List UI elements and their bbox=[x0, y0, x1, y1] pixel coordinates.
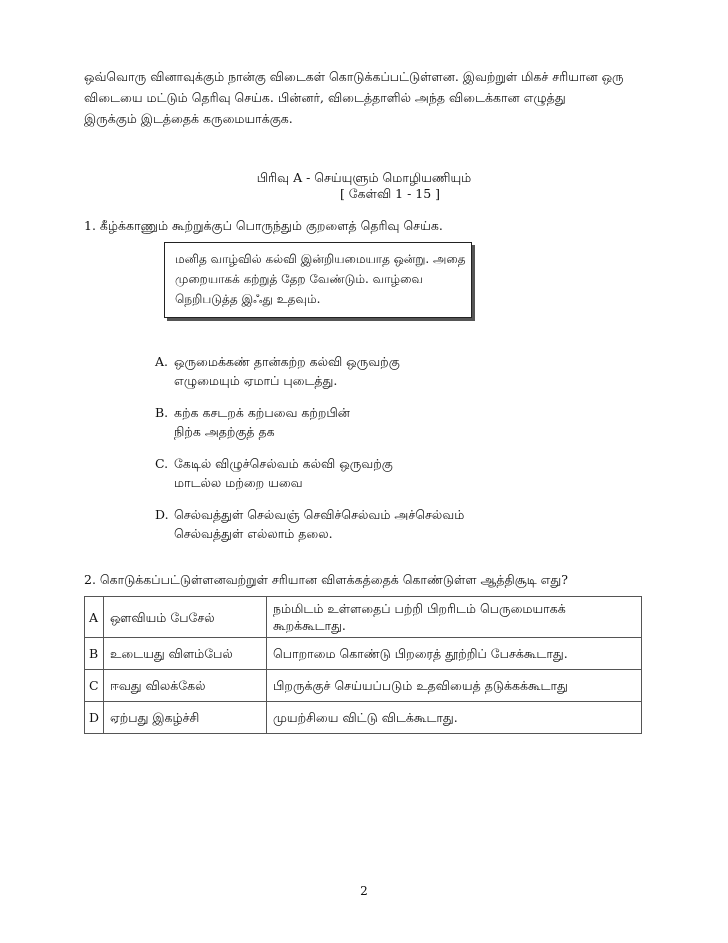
row-phrase: ஈவது விலக்கேல் bbox=[104, 670, 267, 702]
row-letter: D bbox=[85, 702, 104, 734]
row-letter: C bbox=[85, 670, 104, 702]
table-row bbox=[85, 597, 642, 638]
option-line-1: கற்க கசடறக் கற்பவை கற்றபின் bbox=[174, 405, 350, 420]
row-meaning-line-2: கூறக்கூடாது. bbox=[273, 618, 346, 633]
table-row bbox=[85, 702, 642, 734]
option-letter: B. bbox=[155, 405, 169, 420]
table-row bbox=[85, 638, 642, 670]
row-phrase: ஔவியம் பேசேல் bbox=[104, 597, 267, 638]
quote-line-2: முறையாகக் கற்றுத் தேற வேண்டும். வாழ்வை bbox=[175, 272, 423, 286]
row-meaning: முயற்சியை விட்டு விடக்கூடாது. bbox=[267, 702, 642, 734]
row-phrase: ஏற்பது இகழ்ச்சி bbox=[104, 702, 267, 734]
row-meaning-line-1: நம்மிடம் உள்ளதைப் பற்றி பிறரிடம் பெருமையாகக் bbox=[273, 601, 566, 616]
instructions-line-1: ஒவ்வொரு வினாவுக்கும் நான்கு விடைகள் கொடுக்கப்பட்டுள்ளன. இவற்றுள் மிகச் சரியான ஒரு bbox=[84, 69, 624, 84]
option-line-2: நிற்க அதற்குத் தக bbox=[174, 424, 275, 439]
row-letter: B bbox=[85, 638, 104, 670]
option-line-1: ஒருமைக்கண் தான்கற்ற கல்வி ஒருவற்கு bbox=[174, 354, 400, 369]
option-line-2: எழுமையும் ஏமாப் புடைத்து. bbox=[174, 373, 338, 388]
option-letter: D. bbox=[155, 507, 169, 522]
row-phrase: உடையது விளம்பேல் bbox=[104, 638, 267, 670]
question-1-quote-box bbox=[164, 242, 472, 318]
question-2-text: 2. கொடுக்கப்பட்டுள்ளனவற்றுள் சரியான விளக்கத்தைக் கொண்டுள்ள ஆத்திசூடி எது? bbox=[84, 572, 568, 587]
option-letter: C. bbox=[155, 456, 169, 471]
option-letter: A. bbox=[155, 354, 169, 369]
instructions bbox=[84, 66, 644, 129]
option-line-1: செல்வத்துள் செல்வஞ் செவிச்செல்வம் அச்செல்வம் bbox=[174, 507, 465, 522]
row-letter: A bbox=[85, 597, 104, 638]
option-line-2: மாடல்ல மற்றை யவை bbox=[174, 475, 303, 490]
question-2-table bbox=[84, 596, 642, 734]
option-line-2: செல்வத்துள் எல்லாம் தலை. bbox=[174, 526, 333, 541]
quote-line-3: நெறிபடுத்த இஃது உதவும். bbox=[175, 292, 321, 306]
section-range: [ கேள்வி 1 - 15 ] bbox=[339, 186, 441, 201]
instructions-line-3: இருக்கும் இடத்தைக் கருமையாக்குக. bbox=[84, 111, 293, 126]
question-1-text: 1. கீழ்க்காணும் கூற்றுக்குப் பொருந்தும் குறளைத் தெரிவு செய்க. bbox=[84, 218, 443, 233]
table-row bbox=[85, 670, 642, 702]
row-meaning: பொறாமை கொண்டு பிறரைத் தூற்றிப் பேசக்கூடாது. bbox=[267, 638, 642, 670]
instructions-line-2: விடையை மட்டும் தெரிவு செய்க. பின்னர், விடைத்தாளில் அந்த விடைக்கான எழுத்து bbox=[84, 90, 566, 105]
row-meaning: பிறருக்குச் செய்யப்படும் உதவியைத் தடுக்கக்கூடாது bbox=[267, 670, 642, 702]
row-meaning bbox=[267, 597, 642, 638]
section-title: பிரிவு A - செய்யுளும் மொழியணியும் bbox=[256, 170, 472, 185]
quote-line-1: மனித வாழ்வில் கல்வி இன்றியமையாத ஒன்று. அதை bbox=[175, 252, 466, 266]
page-number: 2 bbox=[360, 884, 368, 898]
option-line-1: கேடில் விழுச்செல்வம் கல்வி ஒருவற்கு bbox=[174, 456, 393, 471]
